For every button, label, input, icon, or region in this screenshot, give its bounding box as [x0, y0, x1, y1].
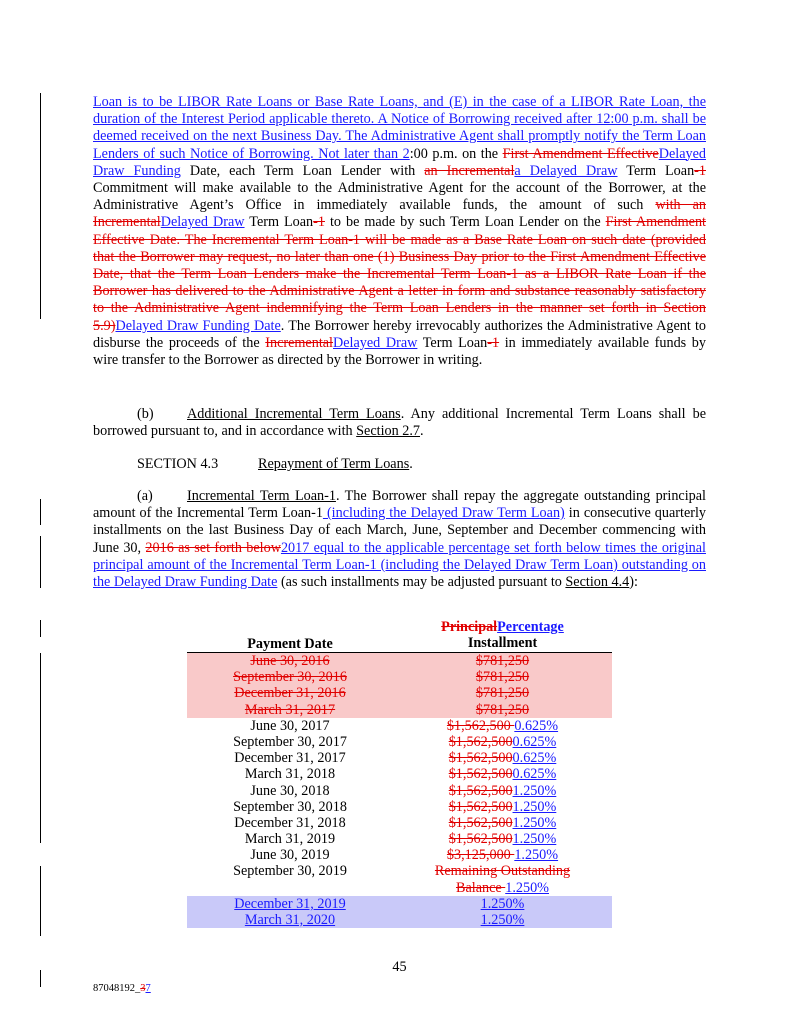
installment-cell: $1,562,5001.250% — [448, 782, 557, 799]
installment-cell: $1,562,5000.625% — [448, 733, 557, 750]
table-row — [187, 766, 612, 782]
change-bar — [40, 499, 41, 525]
section-heading: SECTION 4.3 Repayment of Term Loans. — [137, 456, 413, 472]
table-row — [187, 896, 612, 912]
payment-date-cell: December 31, 2017 — [234, 750, 346, 767]
installment-cell: $781,250 — [475, 669, 530, 686]
change-bar — [40, 93, 41, 319]
repayment-schedule-table — [187, 619, 612, 928]
deleted-text: 2016 as set forth below — [145, 539, 281, 556]
installment-cell: $1,562,5000.625% — [448, 766, 557, 783]
installment-cell: $781,250 — [475, 653, 530, 669]
section-title: Repayment of Term Loans — [258, 456, 410, 472]
inserted-text: Delayed Draw — [160, 214, 245, 231]
inserted-text: 2017 equal to the applicable percentage set forth below times the original principal amount of the Incremental Term Loan-1 (including the Delayed Draw Term Loan) outstanding on the Delayed Draw Funding Date — [93, 539, 706, 591]
document-id: 87048192_37 — [93, 983, 151, 994]
deleted-text: with an Incremental — [93, 197, 706, 231]
table-row — [187, 718, 612, 734]
table-row — [187, 831, 612, 847]
payment-date-cell: March 31, 2018 — [244, 766, 336, 783]
installment-cell: $1,562,5001.250% — [448, 831, 557, 848]
payment-date-cell — [187, 880, 393, 896]
section-number: SECTION 4.3 — [137, 456, 219, 472]
payment-date-cell: June 30, 2017 — [250, 717, 330, 734]
payment-date-cell: March 31, 2019 — [244, 831, 336, 848]
inserted-text: a Delayed Draw — [514, 162, 618, 179]
table-row — [187, 912, 612, 928]
table-row — [187, 863, 612, 879]
table-row — [187, 750, 612, 766]
deleted-text: Incremental — [265, 334, 333, 351]
inserted-text: Delayed Draw Funding Date — [115, 317, 281, 334]
paragraph-heading: Additional Incremental Term Loans — [187, 406, 401, 422]
table-row — [187, 799, 612, 815]
deleted-text: -1 — [487, 334, 500, 351]
installment-cell: $1,562,5001.250% — [448, 814, 557, 831]
inserted-text: (including the Delayed Draw Term Loan) — [322, 505, 565, 522]
installment-header: PrincipalPercentage Installment — [441, 619, 564, 651]
change-bar — [40, 620, 41, 637]
payment-date-cell: June 30, 2018 — [250, 782, 330, 799]
deleted-text: First Amendment Effective — [502, 145, 659, 162]
installment-cell: 1.250% — [480, 895, 525, 912]
table-row — [187, 815, 612, 831]
payment-date-cell: September 30, 2017 — [233, 733, 347, 750]
additional-loans-paragraph: (b) Additional Incremental Term Loans. Any additional Incremental Term Loans shall be borrowed pursuant to, and in accordance with Section 2.7. — [93, 406, 706, 440]
installment-cell: $1,562,5001.250% — [448, 798, 557, 815]
table-row — [187, 669, 612, 685]
installment-cell: $3,125,000 1.250% — [446, 847, 559, 864]
table-row — [187, 653, 612, 669]
installment-cell: $781,250 — [475, 685, 530, 702]
deleted-text: -1 — [313, 214, 325, 231]
change-bar — [40, 653, 41, 843]
payment-date-cell: June 30, 2016 — [250, 653, 330, 669]
change-bar — [40, 536, 41, 588]
table-body — [187, 653, 612, 928]
table-row — [187, 880, 612, 896]
payment-date-cell: September 30, 2019 — [233, 863, 347, 880]
inserted-text: Delayed Draw Funding — [93, 145, 706, 179]
repayment-paragraph: (a) Incremental Term Loan-1. The Borrower shall repay the aggregate outstanding principal amount of the Incremental Term Loan-1 (including the Delayed Draw Term Loan) in consecutive quarterly installments on the last Business Day of each March, June, September and December commencing with June 30, 2016 as set forth below2017 equal to the applicable percentage set forth below times the original principal amount of the Incremental Term Loan-1 (including the Delayed Draw Term Loan) outstanding on the Delayed Draw Funding Date (as such installments may be adjusted pursuant to Section 4.4): — [93, 488, 706, 591]
section-reference: Section 2.7 — [356, 423, 421, 440]
change-bar — [40, 866, 41, 936]
table-row — [187, 734, 612, 750]
deleted-text: an Incremental — [424, 162, 515, 179]
inserted-text: Delayed Draw — [333, 334, 418, 351]
installment-cell: $781,250 — [475, 701, 530, 718]
table-row — [187, 685, 612, 701]
payment-date-cell: December 31, 2019 — [234, 895, 346, 912]
payment-date-cell: March 31, 2017 — [244, 701, 336, 718]
installment-cell: Balance 1.250% — [456, 879, 549, 896]
payment-date-cell: September 30, 2016 — [233, 669, 347, 686]
installment-cell: $1,562,500 0.625% — [446, 717, 559, 734]
borrowing-paragraph: Loan is to be LIBOR Rate Loans or Base Rate Loans, and (E) in the case of a LIBOR Rate Loan, the duration of the Interest Period applicable thereto. A Notice of Borrowing received after 12:00 p.m. shall be deemed received on the next Business Day. The Administrative Agent shall promptly notify the Term Loan Lenders of such Notice of Borrowing. Not later than 2:00 p.m. on the First Amendment EffectiveDelayed Draw Funding Date, each Term Loan Lender with an Incrementala Delayed Draw Term Loan-1 Commitment will make available to the Administrative Agent for the account of the Borrower, at the Administrative Agent’s Office in immediately available funds, the amount of such with an IncrementalDelayed Draw Term Loan-1 to be made by such Term Loan Lender on the First Amendment Effective Date. The Incremental Term Loan-1 will be made as a Base Rate Loan on such date (provided that the Borrower may request, no later than one (1) Business Day prior to the First Amendment Effective Date, that the Term Loan Lenders make the Incremental Term Loan-1 as a LIBOR Rate Loan if the Borrower has delivered to the Administrative Agent a letter in form and substance reasonably satisfactory to the Administrative Agent indemnifying the Term Loan Lenders in the manner set forth in Section 5.9)Delayed Draw Funding Date. The Borrower hereby irrevocably authorizes the Administrative Agent to disburse the proceeds of the IncrementalDelayed Draw Term Loan-1 in immediately available funds by wire transfer to the Borrower as directed by the Borrower in writing. — [93, 94, 706, 369]
installment-cell: Remaining Outstanding — [434, 863, 571, 880]
payment-date-cell: December 31, 2018 — [234, 814, 346, 831]
section-reference: Section 4.4 — [565, 574, 630, 591]
payment-date-header: Payment Date — [247, 636, 333, 652]
table-header — [187, 619, 612, 653]
deleted-text: -1 — [694, 162, 706, 179]
payment-date-cell: March 31, 2020 — [244, 912, 336, 928]
payment-date-cell: December 31, 2016 — [234, 685, 346, 702]
table-row — [187, 783, 612, 799]
paragraph-heading: Incremental Term Loan-1 — [187, 488, 336, 504]
installment-cell: 1.250% — [480, 912, 525, 928]
inserted-text: Loan is to be LIBOR Rate Loans or Base Rate Loans, and (E) in the case of a LIBOR Rate Loan, the duration of the Interest Period applicable thereto. A Notice of Borrowing received after 12:00 p.m. shall be deemed received on the next Business Day. The Administrative Agent shall promptly notify the Term Loan Lenders of such Notice of Borrowing. Not later than 2 — [93, 94, 706, 162]
page-number: 45 — [392, 959, 407, 975]
deleted-text: First Amendment Effective Date. The Incremental Term Loan-1 will be made as a Base Rate Loan on such date (provided that the Borrower may request, no later than one (1) Business Day prior to the First Amendment Effective Date, that the Term Loan Lenders make the Incremental Term Loan-1 as a LIBOR Rate Loan if the Borrower has delivered to the Administrative Agent a letter in form and substance reasonably satisfactory to the Administrative Agent indemnifying the Term Loan Lenders in the manner set forth in Section 5.9) — [93, 214, 706, 334]
table-row — [187, 847, 612, 863]
installment-cell: $1,562,5000.625% — [448, 750, 557, 767]
payment-date-cell: June 30, 2019 — [250, 847, 330, 864]
table-row — [187, 702, 612, 718]
payment-date-cell: September 30, 2018 — [233, 798, 347, 815]
